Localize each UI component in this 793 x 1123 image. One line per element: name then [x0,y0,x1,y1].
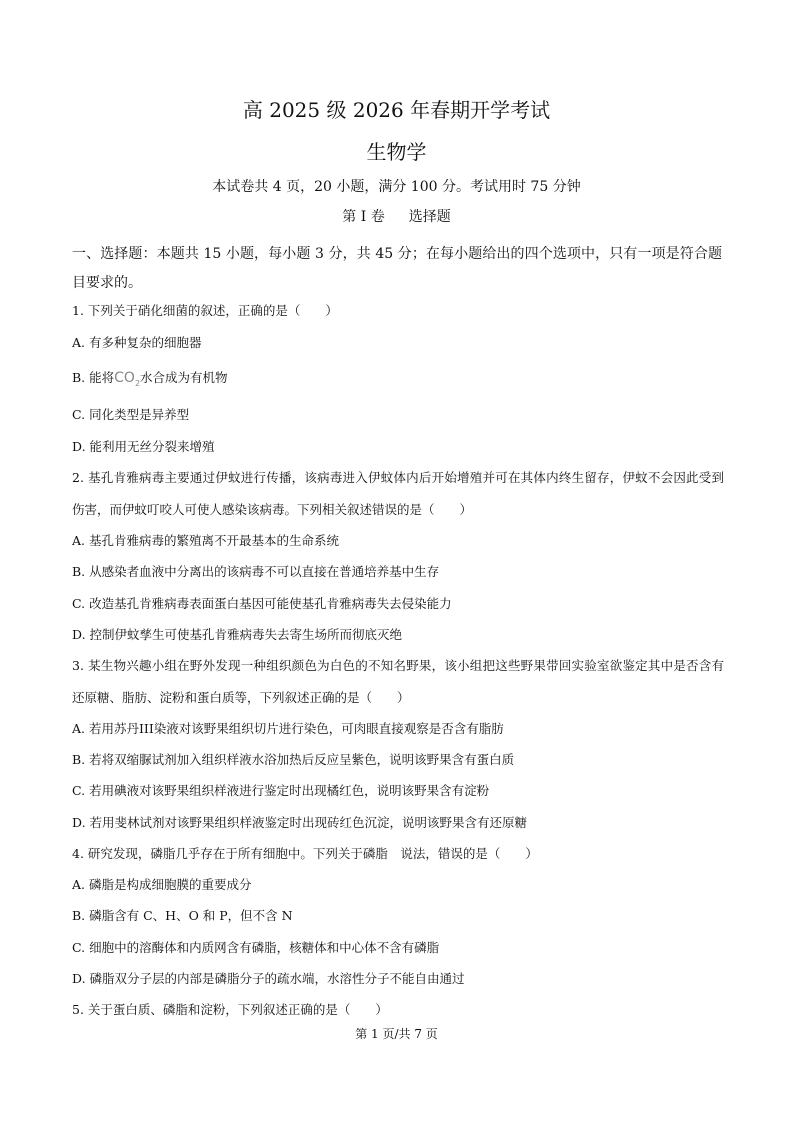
subject-title: 生物学 [366,140,427,164]
volume-name: 选择题 [408,209,451,225]
question-3-option-b: B. 若将双缩脲试剂加入组织样液水浴加热后反应呈紫色，说明该野果含有蛋白质 [72,752,515,767]
question-3-option-d: D. 若用斐林试剂对该野果组织样液鉴定时出现砖红色沉淀，说明该野果含有还原糖 [72,815,528,830]
question-3-stem: 3. 某生物兴趣小组在野外发现一种组织颜色为白色的不知名野果，该小组把这些野果带回实验室欲鉴定其中是否含有还原糖、脂肪、淀粉和蛋白质等，下列叙述正确的是（ ） [72,658,724,705]
question-4-option-a: A. 磷脂是构成细胞膜的重要成分 [72,877,252,892]
volume-label: 第 I 卷 [342,209,385,225]
question-2-option-c: C. 改造基孔肯雅病毒表面蛋白基因可能使基孔肯雅病毒失去侵染能力 [72,596,452,611]
question-1-option-d: D. 能利用无丝分裂来增殖 [72,439,215,454]
question-2-stem: 2. 基孔肯雅病毒主要通过伊蚊进行传播，该病毒进入伊蚊体内后开始增殖并可在其体内终生留存，伊蚊不会因此受到伤害，而伊蚊叮咬人可使人感染该病毒。下列相关叙述错误的是（ ） [72,470,724,517]
question-3-option-c: C. 若用碘液对该野果组织样液进行鉴定时出现橘红色，说明该野果含有淀粉 [72,783,490,798]
question-4-option-b: B. 磷脂含有 C、H、O 和 P，但不含 N [72,908,293,923]
question-1-option-b: B. 能将$CO_2$水合成为有机物 [72,370,228,388]
question-1-option-a: A. 有多种复杂的细胞器 [72,335,202,350]
question-3-option-a: A. 若用苏丹III染液对该野果组织切片进行染色，可肉眼直接观察是否含有脂肪 [72,721,504,736]
question-1-option-c: C. 同化类型是异养型 [72,407,190,422]
volume-heading [0,206,793,228]
section-intro: 一、选择题：本题共 15 小题，每小题 3 分，共 45 分；在每小题给出的四个选项中，只有一项是符合题目要求的。 [72,246,722,291]
exam-info: 本试卷共 4 页，20 小题，满分 100 分。考试用时 75 分钟 [212,179,581,195]
question-4-stem: 4. 研究发现，磷脂几乎存在于所有细胞中。下列关于磷脂 说法，错误的是（ ） [72,846,538,861]
question-1-stem: 1. 下列关于硝化细菌的叙述，正确的是（ ） [72,303,338,318]
question-5-stem: 5. 关于蛋白质、磷脂和淀粉，下列叙述正确的是（ ） [72,1002,388,1017]
co2-formula: $CO_2$ [114,370,141,388]
question-2-option-a: A. 基孔肯雅病毒的繁殖离不开最基本的生命系统 [72,533,339,548]
page-footer: 第 1 页/共 7 页 [355,1027,438,1041]
question-4-option-d: D. 磷脂双分子层的内部是磷脂分子的疏水端，水溶性分子不能自由通过 [72,971,465,986]
question-2-option-b: B. 从感染者血液中分离出的该病毒不可以直接在普通培养基中生存 [72,564,440,579]
exam-title: 高 2025 级 2026 年春期开学考试 [242,98,551,122]
question-4-option-c: C. 细胞中的溶酶体和内质网含有磷脂，核糖体和中心体不含有磷脂 [72,940,440,955]
question-2-option-d: D. 控制伊蚊孳生可使基孔肯雅病毒失去寄生场所而彻底灭绝 [72,627,403,642]
